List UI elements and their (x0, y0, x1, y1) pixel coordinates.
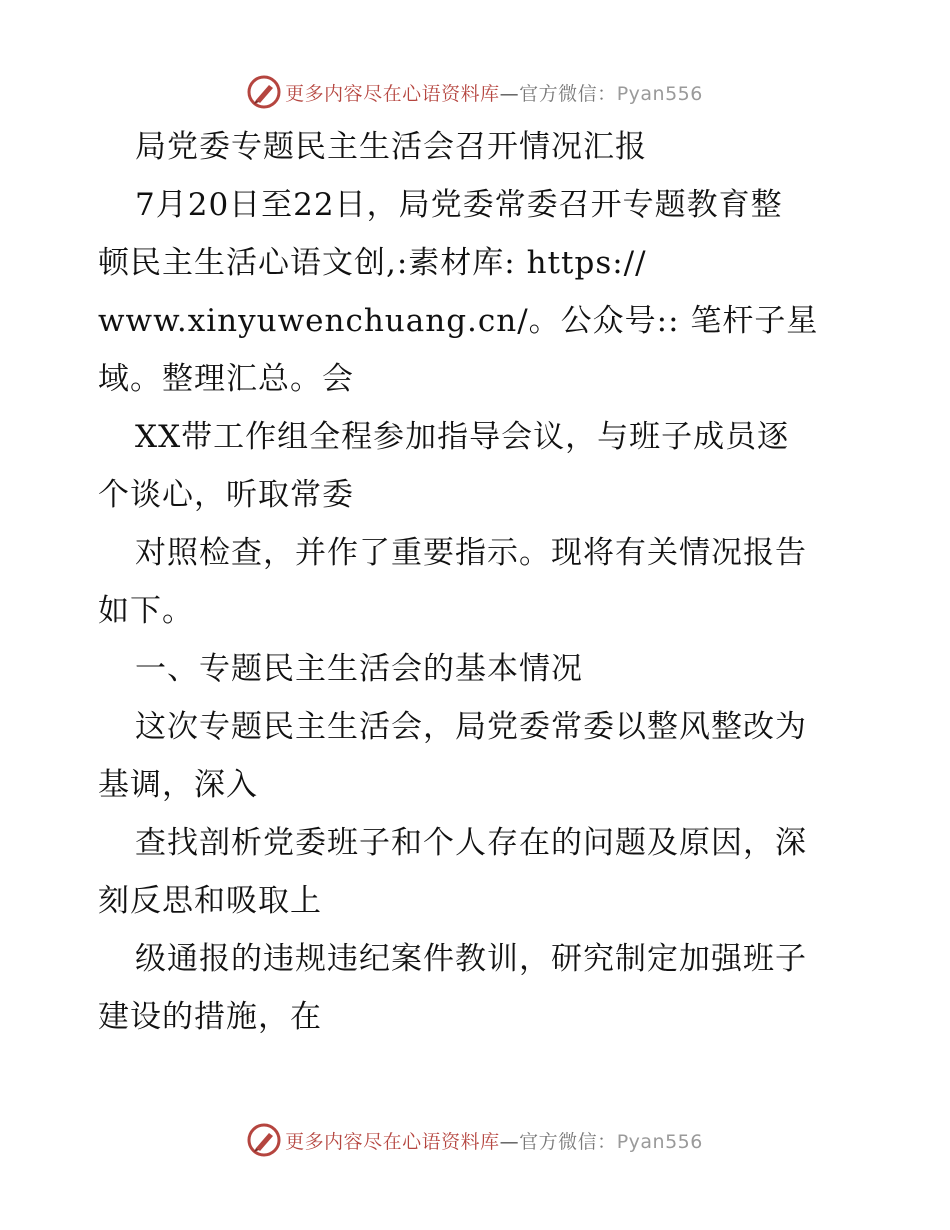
watermark-wechat-id: Pyan556 (616, 1130, 703, 1153)
paragraph-line: 顿民主生活心语文创,:素材库: https:// (98, 245, 647, 281)
watermark-wechat-label: 官方微信： (519, 1130, 617, 1153)
pen-logo-icon (247, 75, 281, 109)
paragraph-line: 查找剖析党委班子和个人存在的问题及原因，深 (135, 825, 807, 861)
document-body (98, 118, 858, 1046)
header-watermark-banner (0, 72, 950, 112)
paragraph-line: XX带工作组全程参加指导会议，与班子成员逐 (135, 419, 790, 455)
section-heading: 一、专题民主生活会的基本情况 (135, 651, 583, 687)
paragraph-line: 对照检查，并作了重要指示。现将有关情况报告 (135, 535, 807, 571)
watermark-separator: — (499, 1130, 520, 1153)
paragraph-line: 级通报的违规违纪案件教训，研究制定加强班子 (135, 941, 807, 977)
paragraph-line: www.xinyuwenchuang.cn/。公众号:: 笔杆子星 (98, 303, 819, 339)
paragraph-line: 建设的措施，在 (98, 999, 322, 1035)
watermark-separator: — (499, 82, 520, 105)
pen-logo-icon (247, 1123, 281, 1157)
watermark-brand: 更多内容尽在心语资料库 (285, 1130, 500, 1153)
watermark-text (285, 1127, 703, 1154)
paragraph-line: 域。整理汇总。会 (98, 361, 354, 397)
watermark-brand: 更多内容尽在心语资料库 (285, 82, 500, 105)
document-title: 局党委专题民主生活会召开情况汇报 (135, 129, 647, 165)
paragraph-line: 基调，深入 (98, 767, 258, 803)
paragraph-line: 个谈心，听取常委 (98, 477, 354, 513)
watermark-text (285, 79, 703, 106)
paragraph-line: 刻反思和吸取上 (98, 883, 322, 919)
watermark-wechat-label: 官方微信： (519, 82, 617, 105)
paragraph-line: 如下。 (98, 593, 194, 629)
footer-watermark-banner (0, 1120, 950, 1160)
paragraph-line: 这次专题民主生活会，局党委常委以整风整改为 (135, 709, 807, 745)
paragraph-line: 7月20日至22日，局党委常委召开专题教育整 (135, 187, 783, 223)
watermark-wechat-id: Pyan556 (616, 82, 703, 105)
